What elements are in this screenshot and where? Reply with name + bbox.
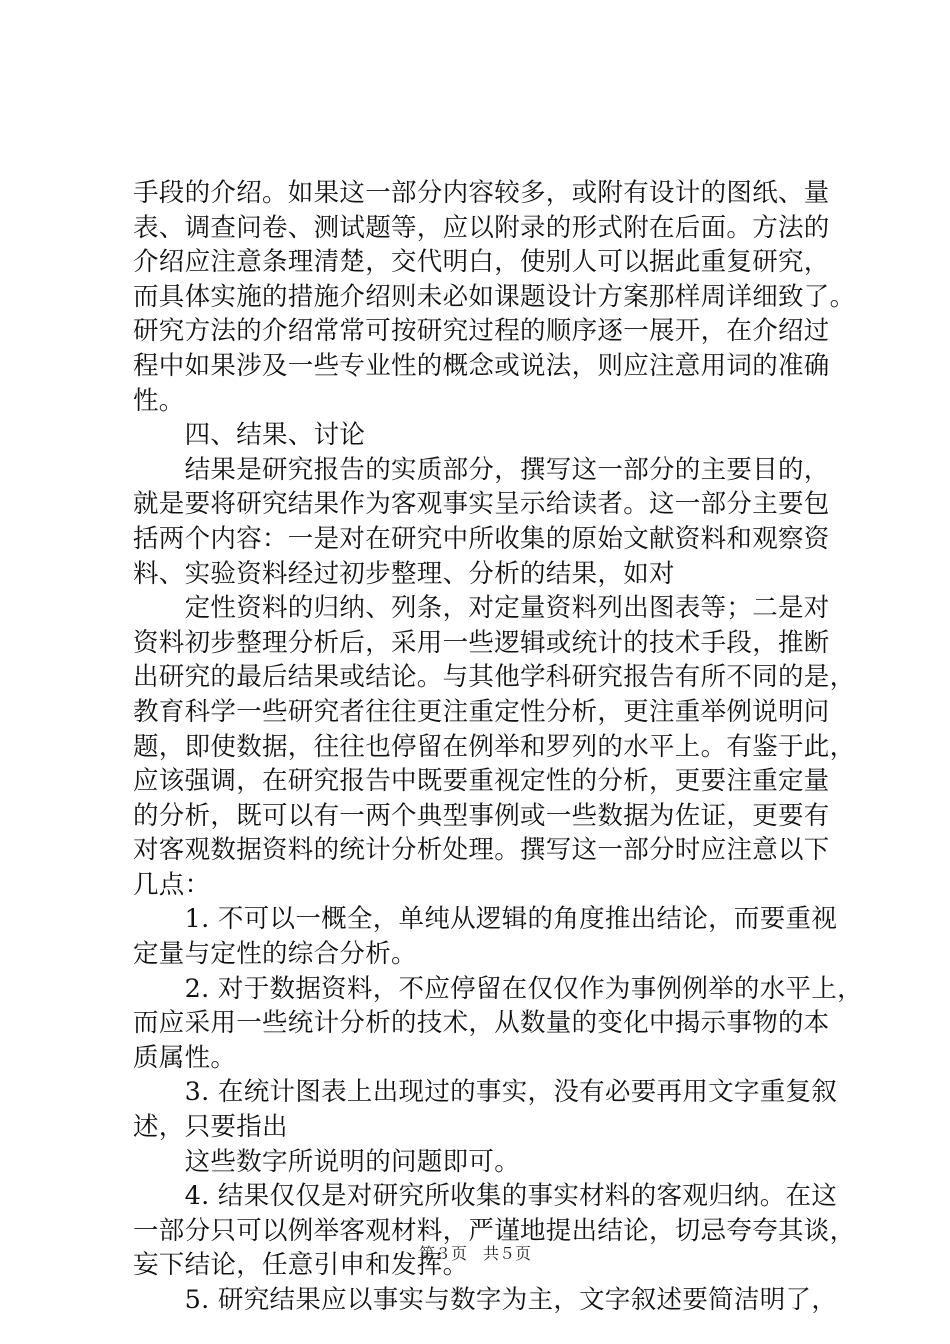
text-line: 的分析，既可以有一两个典型事例或一些数据为佐证，更要有 — [133, 800, 830, 831]
text-line: 就是要将研究结果作为客观事实呈示给读者。这一部分主要包 — [133, 489, 830, 520]
text-line: 而具体实施的措施介绍则未必如课题设计方案那样周详细致了。 — [133, 281, 856, 312]
text-line: 质属性。 — [133, 1042, 237, 1073]
page-footer: 第３页 共５页 — [418, 1244, 531, 1263]
text-line: 结果是研究报告的实质部分，撰写这一部分的主要目的， — [133, 454, 830, 485]
text-line: 教育科学一些研究者往往更注重定性分析，更注重举例说明问 — [133, 696, 830, 727]
body-text — [133, 176, 863, 1318]
text-line: 定量与定性的综合分析。 — [133, 939, 417, 970]
text-line: 题，即使数据，往往也停留在例举和罗列的水平上。有鉴于此， — [133, 731, 856, 762]
text-line: 1. 不可以一概全，单纯从逻辑的角度推出结论，而要重视 — [133, 904, 838, 935]
text-line: 4. 结果仅仅是对研究所收集的事实材料的客观归纳。在这 — [133, 1181, 838, 1212]
text-line: 程中如果涉及一些专业性的概念或说法，则应注意用词的准确 — [133, 350, 830, 381]
text-line: 表、调查问卷、测试题等，应以附录的形式附在后面。方法的 — [133, 212, 830, 243]
text-line: 资料初步整理分析后，采用一些逻辑或统计的技术手段，推断 — [133, 627, 830, 658]
text-line: 定性资料的归纳、列条，对定量资料列出图表等；二是对 — [133, 593, 830, 624]
text-line: 5. 研究结果应以事实与数字为主，文字叙述要简洁明了， — [133, 1285, 838, 1315]
text-line: 3. 在统计图表上出现过的事实，没有必要再用文字重复叙 — [133, 1077, 838, 1108]
text-line: 一部分只可以例举客观材料，严谨地提出结论，切忌夸夸其谈， — [133, 1215, 856, 1246]
text-line: 四、结果、讨论 — [133, 420, 366, 451]
text-line: 2. 对于数据资料，不应停留在仅仅作为事例例举的水平上， — [133, 973, 863, 1004]
text-line: 应该强调，在研究报告中既要重视定性的分析，更要注重定量 — [133, 766, 830, 797]
text-line: 性。 — [133, 385, 185, 416]
text-line: 而应采用一些统计分析的技术，从数量的变化中揭示事物的本 — [133, 1008, 830, 1039]
text-line: 妄下结论，任意引申和发挥。 — [133, 1250, 469, 1281]
text-line: 料、实验资料经过初步整理、分析的结果，如对 — [133, 558, 675, 589]
text-line: 出研究的最后结果或结论。与其他学科研究报告有所不同的是， — [133, 662, 856, 693]
text-line: 几点： — [133, 869, 211, 900]
text-line: 对客观数据资料的统计分析处理。撰写这一部分时应注意以下 — [133, 835, 830, 866]
text-line: 研究方法的介绍常常可按研究过程的顺序逐一展开，在介绍过 — [133, 316, 830, 347]
text-line: 介绍应注意条理清楚，交代明白，使别人可以据此重复研究， — [133, 247, 830, 278]
text-line: 手段的介绍。如果这一部分内容较多，或附有设计的图纸、量 — [133, 178, 830, 208]
text-line: 括两个内容：一是对在研究中所收集的原始文献资料和观察资 — [133, 523, 830, 554]
text-line: 这些数字所说明的问题即可。 — [133, 1146, 521, 1177]
text-line: 述，只要指出 — [133, 1112, 288, 1143]
